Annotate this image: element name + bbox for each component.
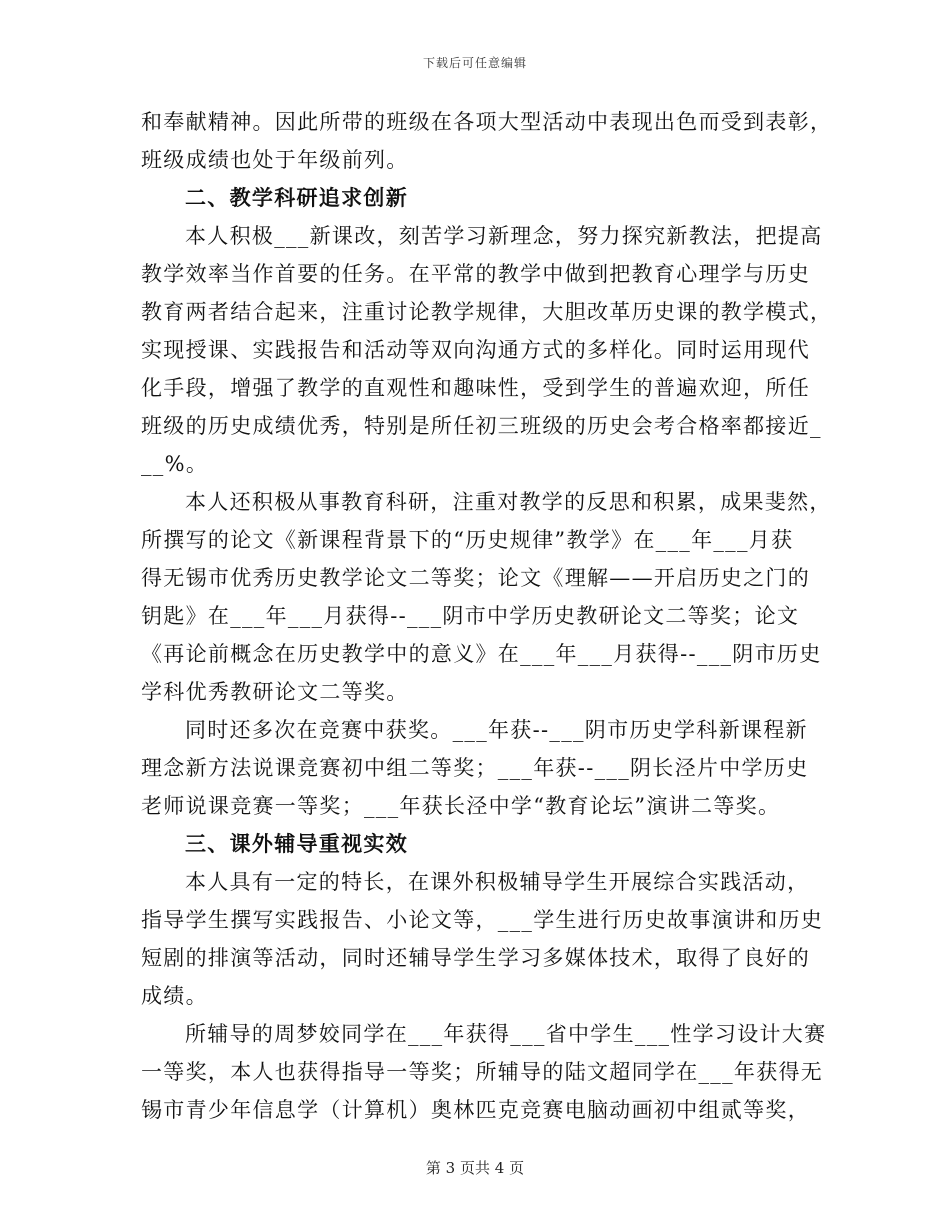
text-line: 所辅导的周梦姣同学在___年获得___省中学生___性学习设计大赛 xyxy=(185,1022,827,1046)
text-line: 班级的历史成绩优秀，特别是所任初三班级的历史会考合格率都接近_ xyxy=(141,414,822,438)
text-line: 钥匙》在___年___月获得--___阴市中学历史教研论文二等奖；论文 xyxy=(141,604,800,628)
text-line: 同时还多次在竞赛中获奖。___年获--___阴市历史学科新课程新 xyxy=(185,718,808,742)
text-line: 本人具有一定的特长，在课外积极辅导学生开展综合实践活动， xyxy=(185,870,810,894)
text-line: 一等奖，本人也获得指导一等奖；所辅导的陆文超同学在___年获得无 xyxy=(141,1060,824,1084)
text-line: 短剧的排演等活动，同时还辅导学生学习多媒体技术，取得了良好的 xyxy=(141,946,810,970)
text-line: 本人积极___新课改，刻苦学习新理念，努力探究新教法，把提高 xyxy=(185,224,823,248)
text-line: 指导学生撰写实践报告、小论文等，___学生进行历史故事演讲和历史 xyxy=(141,908,824,932)
text-line: 化手段，增强了教学的直观性和趣味性，受到学生的普遍欢迎，所任 xyxy=(141,376,810,400)
text-line: 学科优秀教研论文二等奖。 xyxy=(141,680,409,704)
text-line: 教育两者结合起来，注重讨论教学规律，大胆改革历史课的教学模式， xyxy=(141,300,833,324)
text-line: 本人还积极从事教育科研，注重对教学的反思和积累，成果斐然， xyxy=(185,490,832,514)
text-line: 锡市青少年信息学（计算机）奥林匹克竞赛电脑动画初中组贰等奖， xyxy=(141,1098,810,1122)
text-line: 所撰写的论文《新课程背景下的“历史规律”教学》在___年___月获 xyxy=(141,528,794,552)
text-line: 和奉献精神。因此所带的班级在各项大型活动中表现出色而受到表彰， xyxy=(141,110,833,134)
text-line: 班级成绩也处于年级前列。 xyxy=(141,148,409,172)
document-body xyxy=(141,103,833,1129)
text-line: 得无锡市优秀历史教学论文二等奖；论文《理解——开启历史之门的 xyxy=(141,566,810,590)
section-heading: 二、教学科研追求创新 xyxy=(185,185,408,210)
text-line: 理念新方法说课竞赛初中组二等奖；___年获--___阴长泾片中学历史 xyxy=(141,756,809,780)
section-heading: 三、课外辅导重视实效 xyxy=(185,831,408,856)
text-line: 老师说课竞赛一等奖；___年获长泾中学“教育论坛”演讲二等奖。 xyxy=(141,794,781,818)
text-line: 实现授课、实践报告和活动等双向沟通方式的多样化。同时运用现代 xyxy=(141,338,810,362)
page-number: 第 3 页共 4 页 xyxy=(425,1159,525,1177)
text-line: 教学效率当作首要的任务。在平常的教学中做到把教育心理学与历史 xyxy=(141,262,810,286)
text-line: 《再论前概念在历史教学中的意义》在___年___月获得--___阴市历史 xyxy=(141,642,822,666)
header-note: 下载后可任意编辑 xyxy=(422,56,527,70)
text-line: __%。 xyxy=(141,452,209,476)
text-line: 成绩。 xyxy=(141,984,208,1008)
